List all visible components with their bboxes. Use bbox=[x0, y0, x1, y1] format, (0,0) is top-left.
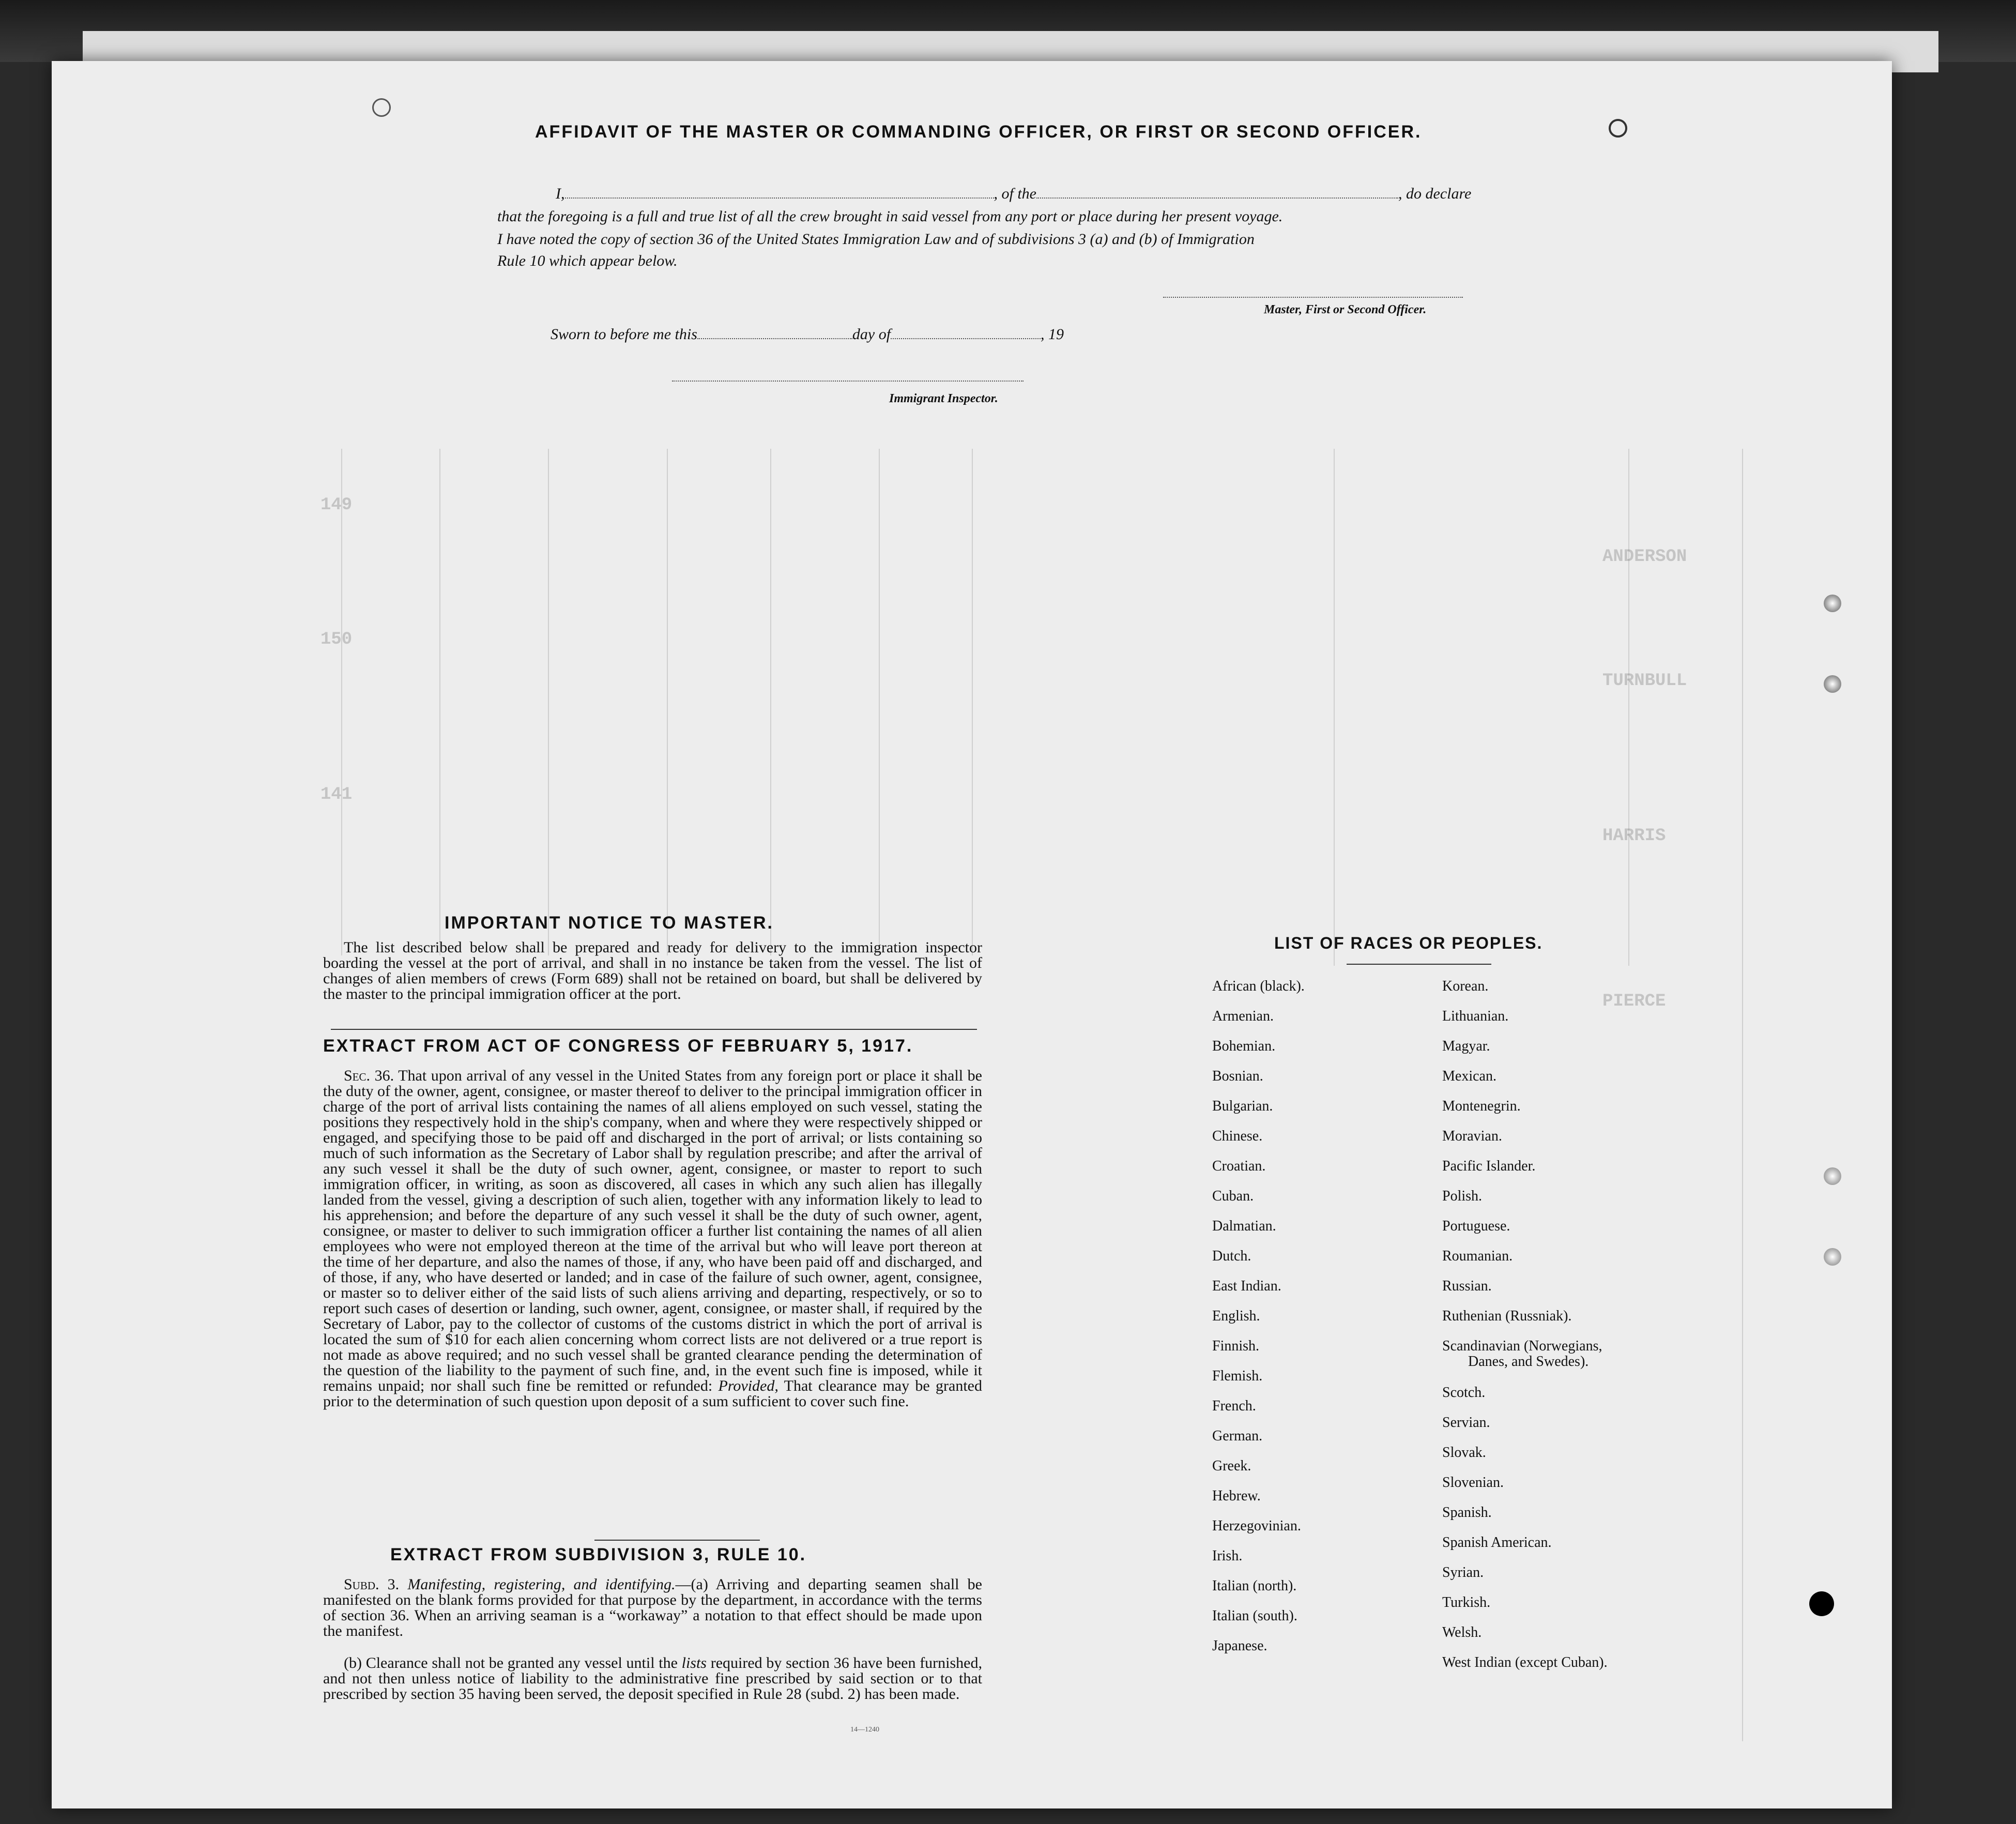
punch-hole bbox=[1824, 675, 1841, 693]
race-item: Bulgarian. bbox=[1212, 1098, 1273, 1114]
document-page: ANDERSON TURNBULL HARRIS PIERCE 149 150 141 AFFIDAVIT OF THE MASTER OR COMMANDING OFFICER, OR FIRST OR SECOND OFFICER. I, , of the , do declare that the foregoing is a full and true list of all the crew brought in said vessel from any port or place during her present voyage. I have noted the copy of section 36 of the United States Immigration Law and of subdivisions 3 (a) and (b) of Immigration Rule 10 which appear below. Master, First or Second Officer. Sworn to before me this day of , 19 Immigrant Inspector. IMPORTANT NOTICE TO MASTER. The list described below shall be prepared and ready for delivery to the immigration inspector boarding the vessel at the port of arrival, and shall in no instance be taken from the vessel. The list of changes of alien members of crews (Form 689) shall not be retained on board, but shall be delivered by the master to the principal immigration officer at the port. EXTRACT FROM ACT OF CONGRESS OF FEBRUARY 5, 1917. Sec. 36. That upon arrival of any vessel in the United States from any foreign port or place it shall be the duty of the owner, agent, consignee, or master thereof to deliver to the principal immigration officer in charge of the port of arrival lists containing the names of all aliens employed on such vessel, stating the positions they respectively hold in the ship's company, when and where they were respectively shipped or engaged, and specifying those to be paid off and discharged in the port of arrival; or lists containing so much of such information as the Secretary of Labor shall by regulation prescribe; and after the arrival of any such vessel it shall be the duty of such owner, agent, consignee, or master to report to such immigration officer, in writing, as soon as discovered, all cases in which any such alien has illegally landed from the vessel, giving a description of such alien, together with any information likely to lead to his apprehension; and before the departure of any such vessel it shall be the duty of such owner, agent, consignee, or master to deliver to such immigration officer a further list containing the names of all alien employees who were not employed thereon at the time of the arrival but who will leave port thereon at the time of her departure, and also the names of those, if any, who have been paid off and discharged, and of those, if any, who have deserted or landed; and in case of the failure of such owner, agent, consignee, or master so to deliver either of the said lists of such aliens arriving and departing, respectively, or so to report such cases of desertion or landing, such owner, agent, consignee, or master shall, if required by the Secretary of Labor, pay to the collector of customs of the customs district in which the port of arrival is located the sum of $10 for each alien concerning whom correct lists are not delivered or a true report is not made as above required; and no such vessel shall be granted clearance pending the determination of the question of the liability to the payment of such fine, and, in the event such fine is imposed, while it remains unpaid; nor shall such fine be remitted or refunded: Provided, That clearance may be granted prior to the determination of such question upon deposit of a sum sufficient to cover such fine. EXTRACT FROM SUBDIVISION 3, RULE 10. Subd. 3. Manifesting, registering, and identifying.—(a) Arriving and departing seamen shall be manifested on the blank forms provided for that purpose by the department, in accordance with the terms of section 36. When an arriving seaman is a “workaway” a notation to that effect should be made upon the manifest. (b) Clearance shall not be granted any vessel until the lists required by section 36 have been furnished, and not then unless notice of liability to the administrative fine prescribed by said section or to that prescribed by section 35 having been served, the deposit specified in Rule 28 (subd. 2) has been made. 14—1240 LIST OF RACES OR PEOPLES. African (black). Armenian. Bohemian. Bosnian. Bulgarian. Chinese. Croatian. Cuban. Dalmatian. Dutch. East Indian. English. Finnish. Flemish. French. German. Greek. Hebrew. Herzegovinian. Irish. Italian (north). Italian (south). Japanese. Korean. Lithuanian. Magyar. Mexican. Montenegrin. Moravian. Pacific Islander. Polish. Portuguese. Roumanian. Russian. Ruthenian (Russniak). Scandinavian (Norwegians, Danes, and Swedes). Scotch. Servian. Slovak. Slovenian. Spanish. Spanish American. Syrian. Turkish. Welsh. West Indian (except Cuban). bbox=[52, 61, 1892, 1808]
affidavit-line3: I have noted the copy of section 36 of the United States Immigration Law and of subdivisions 3 (a) and (b) of Immigration bbox=[497, 231, 1255, 248]
affidavit-line4: Rule 10 which appear below. bbox=[497, 252, 678, 269]
affidavit-title: AFFIDAVIT OF THE MASTER OR COMMANDING OFFICER, OR FIRST OR SECOND OFFICER. bbox=[535, 122, 1422, 142]
race-item: African (black). bbox=[1212, 978, 1305, 994]
race-item: Moravian. bbox=[1442, 1128, 1502, 1144]
race-item: Ruthenian (Russniak). bbox=[1442, 1308, 1572, 1324]
punch-hole bbox=[372, 98, 391, 117]
race-item: Italian (south). bbox=[1212, 1608, 1297, 1624]
race-item: East Indian. bbox=[1212, 1278, 1281, 1294]
race-item: Finnish. bbox=[1212, 1338, 1260, 1354]
race-item: English. bbox=[1212, 1308, 1260, 1324]
signature-label: Master, First or Second Officer. bbox=[1264, 303, 1427, 316]
race-item: Dutch. bbox=[1212, 1248, 1251, 1264]
race-item: Lithuanian. bbox=[1442, 1008, 1509, 1024]
race-item: Korean. bbox=[1442, 978, 1489, 994]
race-item: Herzegovinian. bbox=[1212, 1518, 1301, 1534]
punch-hole bbox=[1824, 595, 1841, 612]
form-number: 14—1240 bbox=[850, 1726, 879, 1734]
race-item: Greek. bbox=[1212, 1458, 1251, 1474]
race-item: Chinese. bbox=[1212, 1128, 1263, 1144]
race-item: Russian. bbox=[1442, 1278, 1492, 1294]
act-extract-text: Sec. 36. That upon arrival of any vessel in the United States from any foreign port or place it shall be the duty of the owner, agent, consignee, or master thereof to deliver to the principal immigration officer in charge of the port of arrival lists containing the names of all aliens employed on such vessel, stating the positions they respectively hold in the ship's company, when and where they were respectively shipped or engaged, and specifying those to be paid off and discharged in the port of arrival; or lists containing so much of such information as the Secretary of Labor shall by regulation prescribe; and after the arrival of any such vessel it shall be the duty of such owner, agent, consignee, or master to report to such immigration officer, in writing, as soon as discovered, all cases in which any such alien has illegally landed from the vessel, giving a description of such alien, together with any information likely to lead to his apprehension; and before the departure of any such vessel it shall be the duty of such owner, agent, consignee, or master to deliver to such immigration officer a further list containing the names of all alien employees who were not employed thereon at the time of the arrival but who will leave port thereon at the time of her departure, and also the names of those, if any, who have been paid off and discharged, and of those, if any, who have deserted or landed; and in case of the failure of such owner, agent, consignee, or master so to deliver either of the said lists of such aliens arriving and departing, respectively, or so to report such cases of desertion or landing, such owner, agent, consignee, or master shall, if required by the Secretary of Labor, pay to the collector of customs of the customs district in which the port of arrival is located the sum of $10 for each alien concerning whom correct lists are not delivered or a true report is not made as above required; and no such vessel shall be granted clearance pending the determination of the question of the liability to the payment of such fine, and, in the event such fine is imposed, while it remains unpaid; nor shall such fine be remitted or refunded: Provided, That clearance may be granted prior to the determination of such question upon deposit of a sum sufficient to cover such fine. bbox=[323, 1067, 982, 1410]
punch-hole bbox=[1609, 119, 1627, 138]
affidavit-line1: I, , of the , do declare bbox=[556, 185, 1472, 202]
race-item: Japanese. bbox=[1212, 1638, 1267, 1654]
race-item: Italian (north). bbox=[1212, 1578, 1297, 1594]
race-item: Bohemian. bbox=[1212, 1038, 1276, 1054]
race-item: Dalmatian. bbox=[1212, 1218, 1276, 1234]
race-item: Slovak. bbox=[1442, 1445, 1486, 1461]
punch-hole bbox=[1824, 1248, 1841, 1266]
rule-extract-text-a: Subd. 3. Manifesting, registering, and identifying.—(a) Arriving and departing seamen shall be manifested on the blank forms provided for that purpose by the department, in accordance with the terms of section 36. When an arriving seaman is a “workaway” a notation to that effect should be made upon the manifest. bbox=[323, 1576, 982, 1639]
notice-title: IMPORTANT NOTICE TO MASTER. bbox=[445, 913, 774, 933]
race-item: Danes, and Swedes). bbox=[1468, 1354, 1589, 1370]
race-item: Polish. bbox=[1442, 1188, 1483, 1204]
affidavit-line2: that the foregoing is a full and true list of all the crew brought in said vessel from any port or place during her present voyage. bbox=[497, 208, 1283, 225]
races-title: LIST OF RACES OR PEOPLES. bbox=[1274, 934, 1543, 952]
rule-extract-text-b: (b) Clearance shall not be granted any vessel until the lists required by section 36 have been furnished, and not then unless notice of liability to the administrative fine prescribed by said section or to that prescribed by section 35 having been served, the deposit specified in Rule 28 (subd. 2) has been made. bbox=[323, 1654, 982, 1703]
race-item: Spanish American. bbox=[1442, 1534, 1552, 1551]
race-item: Turkish. bbox=[1442, 1594, 1491, 1610]
notice-text: The list described below shall be prepared and ready for delivery to the immigration inspector boarding the vessel at the port of arrival, and shall in no instance be taken from the vessel. The list of changes of alien members of crews (Form 689) shall not be retained on board, but shall be delivered by the master to the principal immigration officer at the port. bbox=[323, 939, 982, 1002]
inspector-label: Immigrant Inspector. bbox=[889, 392, 998, 405]
race-item: Hebrew. bbox=[1212, 1488, 1261, 1504]
race-item: Syrian. bbox=[1442, 1564, 1484, 1580]
punch-hole bbox=[1809, 1591, 1834, 1616]
race-item: Flemish. bbox=[1212, 1368, 1263, 1384]
race-item: Scandinavian (Norwegians, bbox=[1442, 1338, 1602, 1354]
race-item: Mexican. bbox=[1442, 1068, 1496, 1084]
race-item: German. bbox=[1212, 1428, 1263, 1444]
race-item: Welsh. bbox=[1442, 1624, 1482, 1640]
sworn-line: Sworn to before me this day of , 19 bbox=[551, 326, 1064, 343]
rule-extract-title: EXTRACT FROM SUBDIVISION 3, RULE 10. bbox=[390, 1545, 807, 1564]
race-item: French. bbox=[1212, 1398, 1256, 1414]
race-item: Pacific Islander. bbox=[1442, 1158, 1536, 1174]
race-item: Slovenian. bbox=[1442, 1475, 1504, 1491]
race-item: Irish. bbox=[1212, 1548, 1243, 1564]
race-item: Servian. bbox=[1442, 1415, 1490, 1431]
signature-line bbox=[1163, 297, 1463, 298]
race-item: Bosnian. bbox=[1212, 1068, 1263, 1084]
race-item: Spanish. bbox=[1442, 1504, 1492, 1521]
race-item: Montenegrin. bbox=[1442, 1098, 1521, 1114]
race-item: Cuban. bbox=[1212, 1188, 1254, 1204]
race-item: Portuguese. bbox=[1442, 1218, 1510, 1234]
race-item: Armenian. bbox=[1212, 1008, 1274, 1024]
race-item: West Indian (except Cuban). bbox=[1442, 1654, 1608, 1670]
inspector-signature-line bbox=[672, 381, 1024, 382]
race-item: Roumanian. bbox=[1442, 1248, 1513, 1264]
punch-hole bbox=[1824, 1167, 1841, 1185]
race-item: Magyar. bbox=[1442, 1038, 1490, 1054]
race-item: Croatian. bbox=[1212, 1158, 1266, 1174]
race-item: Scotch. bbox=[1442, 1385, 1486, 1401]
act-extract-title: EXTRACT FROM ACT OF CONGRESS OF FEBRUARY 5, 1917. bbox=[323, 1036, 913, 1056]
